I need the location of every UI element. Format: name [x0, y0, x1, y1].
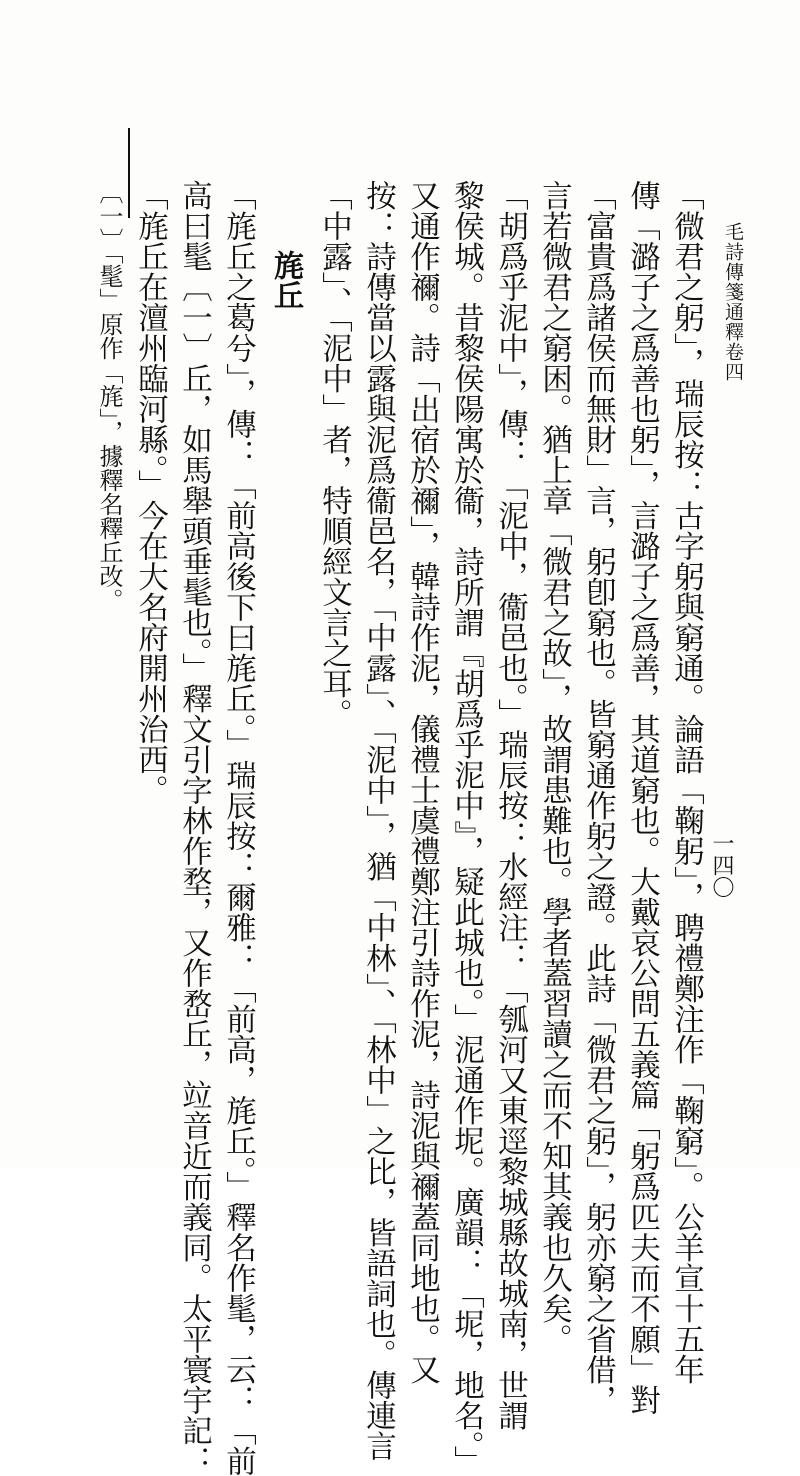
- section-column-2: 高曰髦〔一〕丘，如馬舉頭垂髦也。」釋文引字林作堥，又作嵍丘，竝音近而義同。太平寰宇記：: [176, 180, 212, 1476]
- corner-rule: [128, 128, 130, 218]
- footnote: 〔一〕「髦」原作「旄」，據釋名釋丘改。: [95, 180, 123, 612]
- text-column-7: 又通作禰。詩「出宿於禰」，韓詩作泥，儀禮士虞禮鄭注引詩作泥，詩泥與禰蓋同地也。又: [404, 180, 440, 1385]
- text-column-8: 按：詩傳當以露與泥爲衞邑名，「中露」、「泥中」，猶「中林」、「林中」之比，皆語詞也。傳連言: [360, 180, 396, 1461]
- text-column-4: 言若微君之窮困。猶上章「微君之故」，故謂患難也。學者蓋習讀之而不知其義也久矣。: [536, 180, 572, 1355]
- text-column-2: 傳「潞子之爲善也躬」，言潞子之爲善，其道窮也。大戴哀公問五義篇「躬爲匹夫而不願」對: [624, 180, 660, 1416]
- running-title: 毛詩傳箋通釋卷四: [722, 222, 744, 382]
- text-column-6: 黎侯城。昔黎侯陽寓於衞，詩所謂『胡爲乎泥中』，疑此城也。」泥通作坭。廣韻：「坭，地名。」: [448, 180, 484, 1476]
- section-column-3: 「旄丘在澶州臨河縣。」今在大名府開州治西。: [132, 180, 168, 806]
- page-number: 一四〇: [709, 832, 734, 898]
- text-column-9: 「中露」、「泥中」者，特順經文言之耳。: [316, 180, 352, 729]
- section-heading: 旄丘: [268, 250, 303, 310]
- text-column-1: 「微君之躬」，瑞辰按：古字躬與窮通。論語「鞠躬」，聘禮鄭注作「鞠窮」。公羊宣十五年: [668, 180, 704, 1385]
- section-column-1: 「旄丘之葛兮」，傳：「前高後下曰旄丘。」瑞辰按：爾雅：「前高，旄丘。」釋名作髦，云：「前: [220, 180, 256, 1476]
- text-column-5: 「胡爲乎泥中」，傳：「泥中，衞邑也。」瑞辰按：水經注：「瓠河又東逕黎城縣故城南，世謂: [492, 180, 528, 1431]
- text-column-3: 「富貴爲諸侯而無財」言，躬卽窮也。皆窮通作躬之證。此詩「微君之躬」，躬亦窮之省借，: [580, 180, 616, 1416]
